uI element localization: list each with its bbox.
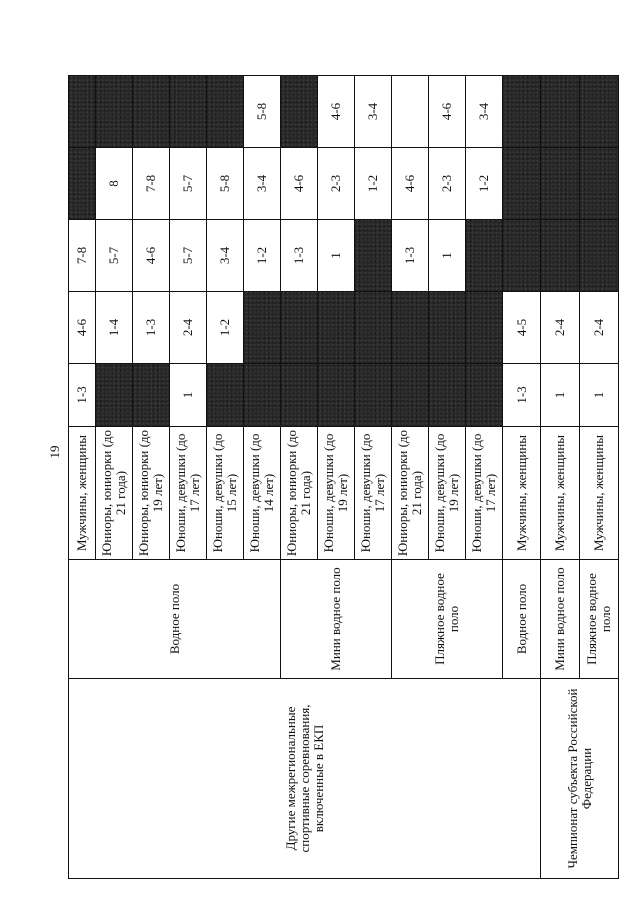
shaded-cell — [207, 76, 244, 148]
shaded-cell — [503, 148, 541, 220]
age-group-cell: Юноши, девушки (до 17 лет) — [355, 427, 392, 560]
place-cell: 1 — [541, 364, 580, 427]
rotated-table-frame — [68, 76, 613, 879]
discipline-cell: Мини водное поло — [541, 560, 580, 679]
rotated-table — [68, 76, 613, 879]
place-cell: 2-4 — [541, 292, 580, 364]
place-cell: 4-6 — [318, 76, 355, 148]
table-row — [541, 76, 580, 879]
place-cell: 1 — [170, 364, 207, 427]
shaded-cell — [207, 364, 244, 427]
age-group-cell: Мужчины, женщины — [503, 427, 541, 560]
age-group-cell: Юниоры, юниорки (до 21 года) — [96, 427, 133, 560]
shaded-cell — [503, 220, 541, 292]
place-cell: 5-8 — [244, 76, 281, 148]
place-cell: 3-4 — [244, 148, 281, 220]
shaded-cell — [392, 364, 429, 427]
competition-cell: Другие межрегиональные спортивные соревнования, включенные в ЕКП — [69, 679, 541, 879]
shaded-cell — [281, 76, 318, 148]
age-group-cell: Юноши, девушки (до 17 лет) — [170, 427, 207, 560]
shaded-cell — [429, 292, 466, 364]
age-group-cell: Юноши, девушки (до 19 лет) — [429, 427, 466, 560]
place-cell: 4-6 — [281, 148, 318, 220]
place-cell: 4-5 — [503, 292, 541, 364]
shaded-cell — [355, 220, 392, 292]
shaded-cell — [503, 76, 541, 148]
table-row — [69, 76, 96, 879]
competition-cell: Чемпионат субъекта Российской Федерации — [541, 679, 619, 879]
place-cell: 8 — [96, 148, 133, 220]
shaded-cell — [466, 364, 503, 427]
shaded-cell — [244, 292, 281, 364]
shaded-cell — [281, 364, 318, 427]
place-cell: 3-4 — [355, 76, 392, 148]
shaded-cell — [318, 364, 355, 427]
shaded-cell — [466, 292, 503, 364]
shaded-cell — [580, 76, 619, 148]
age-group-cell: Юноши, девушки (до 14 лет) — [244, 427, 281, 560]
shaded-cell — [96, 76, 133, 148]
shaded-cell — [133, 364, 170, 427]
discipline-cell: Пляжное водное поло — [580, 560, 619, 679]
place-cell: 1 — [429, 220, 466, 292]
age-group-cell: Юноши, девушки (до 17 лет) — [466, 427, 503, 560]
shaded-cell — [96, 364, 133, 427]
shaded-cell — [133, 76, 170, 148]
discipline-cell: Пляжное водное поло — [392, 560, 503, 679]
ranking-table — [68, 75, 619, 879]
place-cell: 1-2 — [207, 292, 244, 364]
place-cell: 2-4 — [170, 292, 207, 364]
shaded-cell — [429, 364, 466, 427]
place-cell: 4-6 — [133, 220, 170, 292]
place-cell: 2-4 — [580, 292, 619, 364]
age-group-cell: Мужчины, женщины — [541, 427, 580, 560]
place-cell: 5-7 — [96, 220, 133, 292]
age-group-cell: Юниоры, юниорки (до 21 года) — [392, 427, 429, 560]
place-cell: 2-3 — [429, 148, 466, 220]
shaded-cell — [541, 220, 580, 292]
age-group-cell: Юниоры, юниорки (до 21 года) — [281, 427, 318, 560]
shaded-cell — [541, 76, 580, 148]
discipline-cell: Водное поло — [503, 560, 541, 679]
shaded-cell — [69, 76, 96, 148]
place-cell: 5-8 — [207, 148, 244, 220]
discipline-cell: Водное поло — [69, 560, 281, 679]
shaded-cell — [170, 76, 207, 148]
place-cell: 1 — [318, 220, 355, 292]
place-cell: 4-6 — [69, 292, 96, 364]
place-cell: 4-6 — [392, 148, 429, 220]
shaded-cell — [541, 148, 580, 220]
place-cell: 3-4 — [207, 220, 244, 292]
age-group-cell: Юниоры, юниорки (до 19 лет) — [133, 427, 170, 560]
place-cell: 7-8 — [133, 148, 170, 220]
age-group-cell: Юноши, девушки (до 15 лет) — [207, 427, 244, 560]
page-number: 19 — [47, 445, 62, 459]
place-cell: 1-3 — [281, 220, 318, 292]
place-cell: 1-3 — [133, 292, 170, 364]
place-cell: 1-2 — [466, 148, 503, 220]
shaded-cell — [355, 364, 392, 427]
discipline-cell: Мини водное поло — [281, 560, 392, 679]
place-cell: 1-4 — [96, 292, 133, 364]
shaded-cell — [281, 292, 318, 364]
place-cell: 5-7 — [170, 148, 207, 220]
place-cell: 3-4 — [466, 76, 503, 148]
shaded-cell — [392, 292, 429, 364]
shaded-cell — [244, 364, 281, 427]
place-cell: 1 — [580, 364, 619, 427]
place-cell: 7-8 — [69, 220, 96, 292]
age-group-cell: Юноши, девушки (до 19 лет) — [318, 427, 355, 560]
place-cell: 2-3 — [318, 148, 355, 220]
age-group-cell: Мужчины, женщины — [69, 427, 96, 560]
empty-cell — [392, 76, 429, 148]
shaded-cell — [466, 220, 503, 292]
place-cell: 1-2 — [244, 220, 281, 292]
shaded-cell — [318, 292, 355, 364]
place-cell: 5-7 — [170, 220, 207, 292]
place-cell: 1-2 — [355, 148, 392, 220]
place-cell: 1-3 — [69, 364, 96, 427]
shaded-cell — [580, 148, 619, 220]
age-group-cell: Мужчины, женщины — [580, 427, 619, 560]
place-cell: 1-3 — [392, 220, 429, 292]
shaded-cell — [69, 148, 96, 220]
place-cell: 1-3 — [503, 364, 541, 427]
shaded-cell — [580, 220, 619, 292]
shaded-cell — [355, 292, 392, 364]
place-cell: 4-6 — [429, 76, 466, 148]
